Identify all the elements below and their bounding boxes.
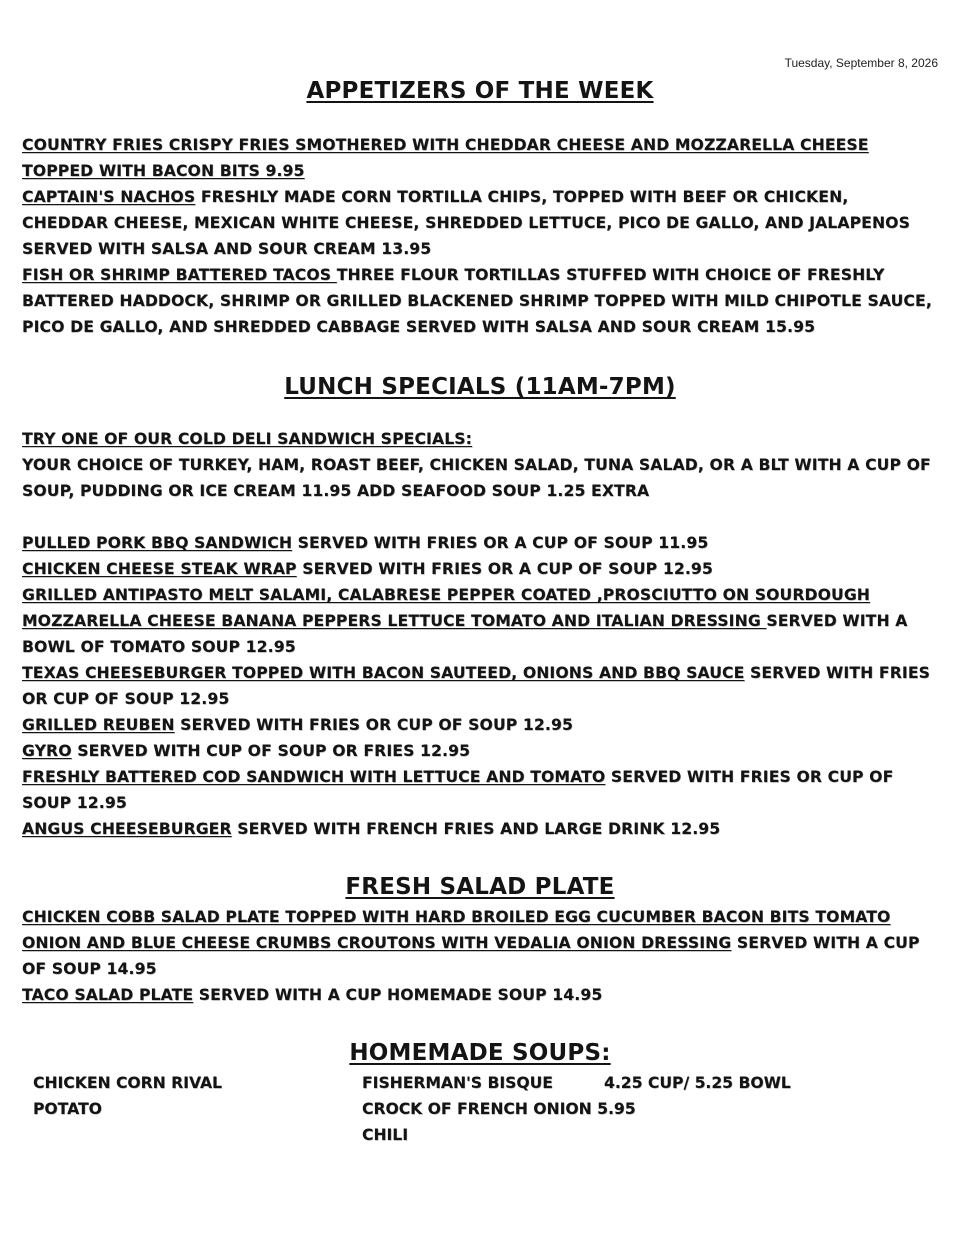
soup-item: CHILI xyxy=(362,1126,409,1144)
appetizer-name: COUNTRY FRIES CRISPY FRIES SMOTHERED WITH CHEDDAR CHEESE AND MOZZARELLA CHEESE TOPPED WITH BACON BITS 9.95 xyxy=(22,136,869,180)
salad-items-list xyxy=(22,904,938,1008)
salad-item-description: SERVED WITH A CUP OF SOUP 14.95 xyxy=(22,934,920,978)
lunch-items-list xyxy=(22,530,938,842)
appetizers-heading: APPETIZERS OF THE WEEK xyxy=(306,78,654,104)
lunch-item-description: SERVED WITH A BOWL OF TOMATO SOUP 12.95 xyxy=(22,612,908,656)
lunch-specials-heading: LUNCH SPECIALS (11AM-7PM) xyxy=(284,374,676,400)
appetizer-description: THREE FLOUR TORTILLAS STUFFED WITH CHOICE OF FRESHLY BATTERED HADDOCK, SHRIMP OR GRILLED BLACKENED SHRIMP TOPPED WITH MILD CHIPOTLE SAUCE, PICO DE GALLO, AND SHREDDED CABBAGE SERVED WITH SALSA AND SOUR CREAM 15.95 xyxy=(22,266,932,336)
salad-item xyxy=(22,982,938,1008)
soup-price: 4.25 CUP/ 5.25 BOWL xyxy=(604,1074,791,1092)
lunch-item-name: TEXAS CHEESEBURGER TOPPED WITH BACON SAUTEED, ONIONS AND BBQ SAUCE xyxy=(22,664,745,682)
soup-item: POTATO xyxy=(33,1100,102,1118)
soups-heading: HOMEMADE SOUPS: xyxy=(349,1040,611,1066)
salad-heading: FRESH SALAD PLATE xyxy=(345,874,615,900)
lunch-item-name: GYRO xyxy=(22,742,72,760)
lunch-item-name: CHICKEN CHEESE STEAK WRAP xyxy=(22,560,297,578)
salad-item-name: TACO SALAD PLATE xyxy=(22,986,194,1004)
lunch-item xyxy=(22,738,938,764)
salad-item-name: CHICKEN COBB SALAD PLATE TOPPED WITH HARD BROILED EGG CUCUMBER BACON BITS TOMATO ONION AND BLUE CHEESE CRUMBS CROUTONS WITH VEDALIA ONION DRESSING xyxy=(22,908,891,952)
lunch-item-description: SERVED WITH FRIES OR CUP OF SOUP 12.95 xyxy=(174,716,574,734)
lunch-item xyxy=(22,556,938,582)
deli-specials-title: TRY ONE OF OUR COLD DELI SANDWICH SPECIALS: xyxy=(22,430,473,448)
lunch-item-name: GRILLED ANTIPASTO MELT SALAMI, CALABRESE PEPPER COATED ,PROSCIUTTO ON SOURDOUGH MOZZARELLA CHEESE BANANA PEPPERS LETTUCE TOMATO AND ITALIAN DRESSING xyxy=(22,586,870,630)
soup-item: CROCK OF FRENCH ONION 5.95 xyxy=(362,1100,636,1118)
soups-column-price xyxy=(604,1070,791,1096)
lunch-item-name: FRESHLY BATTERED COD SANDWICH WITH LETTUCE AND TOMATO xyxy=(22,768,606,786)
soups-column-left xyxy=(33,1070,222,1122)
appetizer-description: FRESHLY MADE CORN TORTILLA CHIPS, TOPPED WITH BEEF OR CHICKEN, CHEDDAR CHEESE, MEXICAN WHITE CHEESE, SHREDDED LETTUCE, PICO DE GALLO, AND JALAPENOS SERVED WITH SALSA AND SOUR CREAM 13.95 xyxy=(22,188,910,258)
lunch-item-name: PULLED PORK BBQ SANDWICH xyxy=(22,534,293,552)
lunch-item-description: SERVED WITH FRIES OR A CUP OF SOUP 11.95 xyxy=(292,534,709,552)
deli-specials-description: YOUR CHOICE OF TURKEY, HAM, ROAST BEEF, CHICKEN SALAD, TUNA SALAD, OR A BLT WITH A CUP OF SOUP, PUDDING OR ICE CREAM 11.95 ADD SEAFOOD SOUP 1.25 EXTRA xyxy=(22,456,931,500)
appetizer-name: FISH OR SHRIMP BATTERED TACOS xyxy=(22,266,337,284)
salad-item xyxy=(22,904,938,982)
menu-date: Tuesday, September 8, 2026 xyxy=(784,56,938,70)
appetizer-item-tacos xyxy=(22,262,938,340)
lunch-item-description: SERVED WITH FRENCH FRIES AND LARGE DRINK 12.95 xyxy=(231,820,721,838)
lunch-item-description: SERVED WITH CUP OF SOUP OR FRIES 12.95 xyxy=(71,742,471,760)
lunch-item-description: SERVED WITH FRIES OR CUP OF SOUP 12.95 xyxy=(22,768,894,812)
soup-item: CHICKEN CORN RIVAL xyxy=(33,1074,222,1092)
appetizer-name: CAPTAIN'S NACHOS xyxy=(22,188,196,206)
soups-column-middle xyxy=(362,1070,636,1148)
lunch-item xyxy=(22,816,938,842)
appetizer-item-country-fries xyxy=(22,132,938,184)
soup-item: FISHERMAN'S BISQUE xyxy=(362,1074,553,1092)
lunch-item-name: ANGUS CHEESEBURGER xyxy=(22,820,232,838)
lunch-item xyxy=(22,764,938,816)
lunch-item xyxy=(22,582,938,660)
lunch-item xyxy=(22,660,938,712)
appetizers-list xyxy=(22,132,938,340)
appetizer-item-nachos xyxy=(22,184,938,262)
lunch-item-description: SERVED WITH FRIES OR A CUP OF SOUP 12.95 xyxy=(296,560,713,578)
salad-item-description: SERVED WITH A CUP HOMEMADE SOUP 14.95 xyxy=(193,986,603,1004)
lunch-item xyxy=(22,712,938,738)
lunch-item-description: SERVED WITH FRIES OR CUP OF SOUP 12.95 xyxy=(22,664,930,708)
deli-specials xyxy=(22,426,938,504)
lunch-item xyxy=(22,530,938,556)
lunch-item-name: GRILLED REUBEN xyxy=(22,716,175,734)
